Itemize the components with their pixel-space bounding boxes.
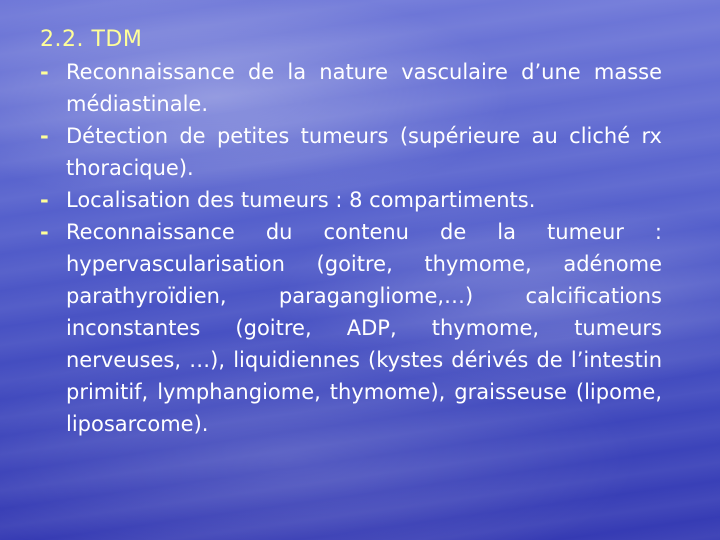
bullet-dash: - <box>40 220 49 244</box>
bullet-item <box>40 184 662 216</box>
bullet-text: Reconnaissance du contenu de la tumeur : hypervascularisation (goitre, thymome, adénome parathyroïdien, paragangliome,…) calcifications inconstantes (goitre, ADP, thymome, tumeurs nerveuses, …), liquidiennes (kystes dérivés de l’intestin primitif, lymphangiome, thymome), graisseuse (lipome, liposarcome). <box>66 220 662 436</box>
bullet-text: Localisation des tumeurs : 8 compartiments. <box>66 188 536 212</box>
slide-content <box>40 24 662 440</box>
bullet-item <box>40 120 662 184</box>
bullet-dash: - <box>40 188 49 212</box>
bullet-text: Détection de petites tumeurs (supérieure au cliché rx thoracique). <box>66 124 662 180</box>
bullet-item <box>40 216 662 440</box>
bullet-dash: - <box>40 60 49 84</box>
bullet-item <box>40 56 662 120</box>
bullet-text: Reconnaissance de la nature vasculaire d’une masse médiastinale. <box>66 60 662 116</box>
bullet-dash: - <box>40 124 49 148</box>
section-heading: 2.2. TDM <box>40 27 143 52</box>
bullet-list <box>40 56 662 440</box>
